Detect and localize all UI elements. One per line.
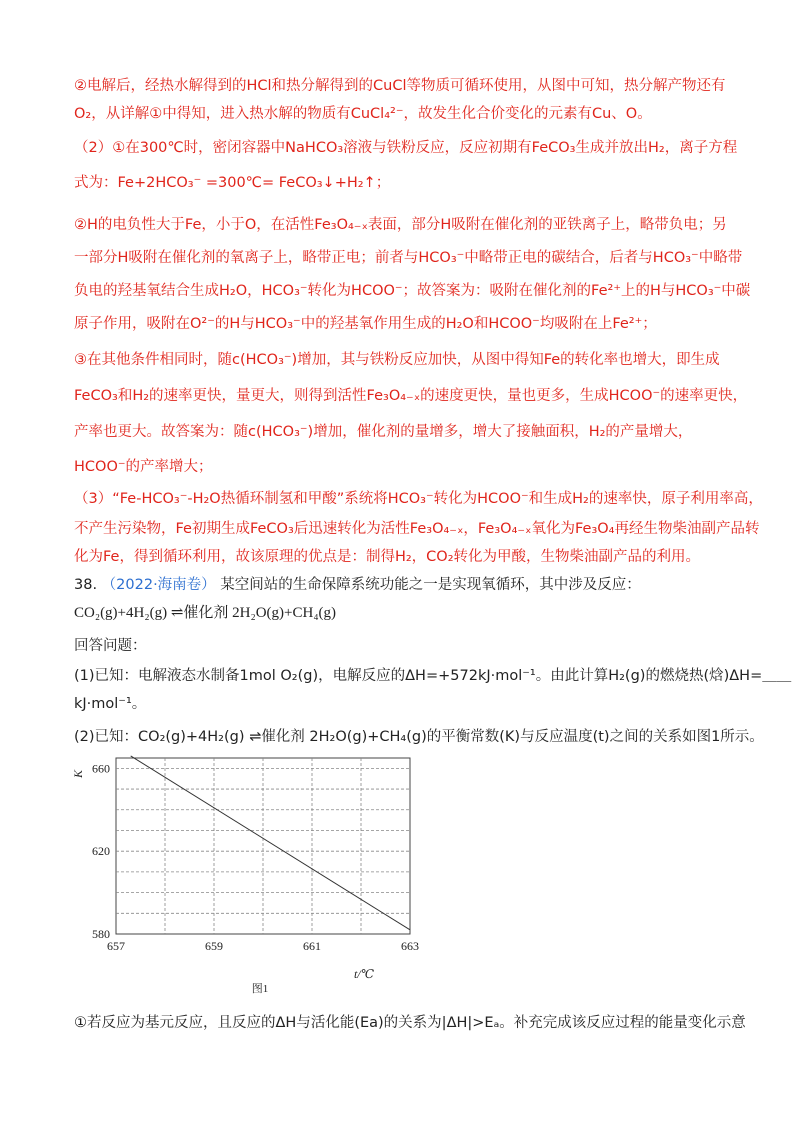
answer-line: 一部分H吸附在催化剂的氧离子上，略带正电；前者与HCO₃⁻中略带正电的碳结合，后者与HCO₃⁻中略带 (74, 250, 743, 266)
reaction-equation: CO₂(g)+4H₂(g) ⇌催化剂 2H₂O(g)+CH₄(g) (74, 605, 337, 621)
x-axis-label: t/℃ (353, 967, 375, 981)
answer-line: 产率也更大。故答案为：随c(HCO₃⁻)增加，催化剂的量增多，增大了接触面积，H₂的产量增大， (74, 424, 693, 440)
figure-1 (71, 752, 434, 1002)
x-tick-label: 661 (303, 939, 321, 953)
answer-line: 化为Fe，得到循环利用，故该原理的优点是：制得H₂，CO₂转化为甲酸，生物柴油副产品的利用。 (74, 549, 701, 565)
part1-text: (1)已知：电解液态水制备1mol O₂(g)，电解反应的ΔH=+572kJ·mol⁻¹。由此计算H₂(g)的燃烧热(焓)ΔH=＿＿ (74, 668, 792, 684)
series-line (131, 756, 410, 930)
y-tick-label: 620 (92, 844, 110, 859)
answer-line: HCOO⁻的产率增大； (74, 459, 213, 475)
question-intro: 某空间站的生命保障系统功能之一是实现氧循环，其中涉及反应： (220, 577, 641, 593)
question-header (74, 575, 734, 595)
part2-text: (2)已知：CO₂(g)+4H₂(g) ⇌催化剂 2H₂O(g)+CH₄(g)的平衡常数(K)与反应温度(t)之间的关系如图1所示。 (74, 729, 764, 745)
answer-line: O₂，从详解①中得知，进入热水解的物质有CuCl₄²⁻，故发生化合价变化的元素有Cu、O。 (74, 106, 652, 122)
part2-sub-question: ①若反应为基元反应，且反应的ΔH与活化能(Ea)的关系为|ΔH|>Eₐ。补充完成该反应过程的能量变化示意 (74, 1015, 746, 1031)
x-tick-label: 657 (107, 939, 125, 953)
question-source[interactable]: （2022·海南卷） (101, 577, 216, 593)
y-tick-label: 660 (92, 761, 110, 776)
answer-line: ③在其他条件相同时，随c(HCO₃⁻)增加，其与铁粉反应加快，从图中得知Fe的转化率也增大，即生成 (74, 352, 720, 368)
answer-line: FeCO₃和H₂的速率更快，量更大，则得到活性Fe₃O₄₋ₓ的速度更快，量也更多，生成HCOO⁻的速率更快， (74, 388, 748, 404)
answer-line: 负电的羟基氧结合生成H₂O，HCO₃⁻转化为HCOO⁻；故答案为：吸附在催化剂的Fe²⁺上的H与HCO₃⁻中碳 (74, 283, 751, 299)
answer-line: ②H的电负性大于Fe，小于O，在活性Fe₃O₄₋ₓ表面，部分H吸附在催化剂的亚铁离子上，略带负电；另 (74, 217, 727, 233)
question-number: 38. (74, 577, 98, 593)
y-axis-label: K (71, 769, 85, 779)
answer-line: （2）①在300℃时，密闭容器中NaHCO₃溶液与铁粉反应，反应初期有FeCO₃生成并放出H₂，离子方程 (74, 140, 738, 156)
y-tick-label: 580 (92, 927, 110, 941)
answer-line: 式为：Fe+2HCO₃⁻ =300℃= FeCO₃↓+H₂↑； (74, 175, 391, 191)
answer-line: （3）“Fe-HCO₃⁻-H₂O热循环制氢和甲酸”系统将HCO₃⁻转化为HCOO⁻和生成H₂的速率快，原子利用率高， (74, 491, 763, 507)
k-vs-t-chart (71, 752, 434, 1002)
question-prompt: 回答问题： (74, 638, 147, 654)
x-tick-label: 663 (401, 939, 419, 953)
figure-caption: 图1 (251, 983, 269, 995)
answer-line: 原子作用，吸附在O²⁻的H与HCO₃⁻中的羟基氧作用生成的H₂O和HCOO⁻均吸附在上Fe²⁺； (74, 316, 657, 332)
x-tick-label: 659 (205, 939, 223, 953)
part1-unit: kJ·mol⁻¹。 (74, 696, 147, 712)
answer-line: ②电解后，经热水解得到的HCl和热分解得到的CuCl等物质可循环使用，从图中可知，热分解产物还有 (74, 78, 726, 94)
answer-line: 不产生污染物，Fe初期生成FeCO₃后迅速转化为活性Fe₃O₄₋ₓ，Fe₃O₄₋ₓ氧化为Fe₃O₄再经生物柴油副产品转 (74, 521, 760, 537)
